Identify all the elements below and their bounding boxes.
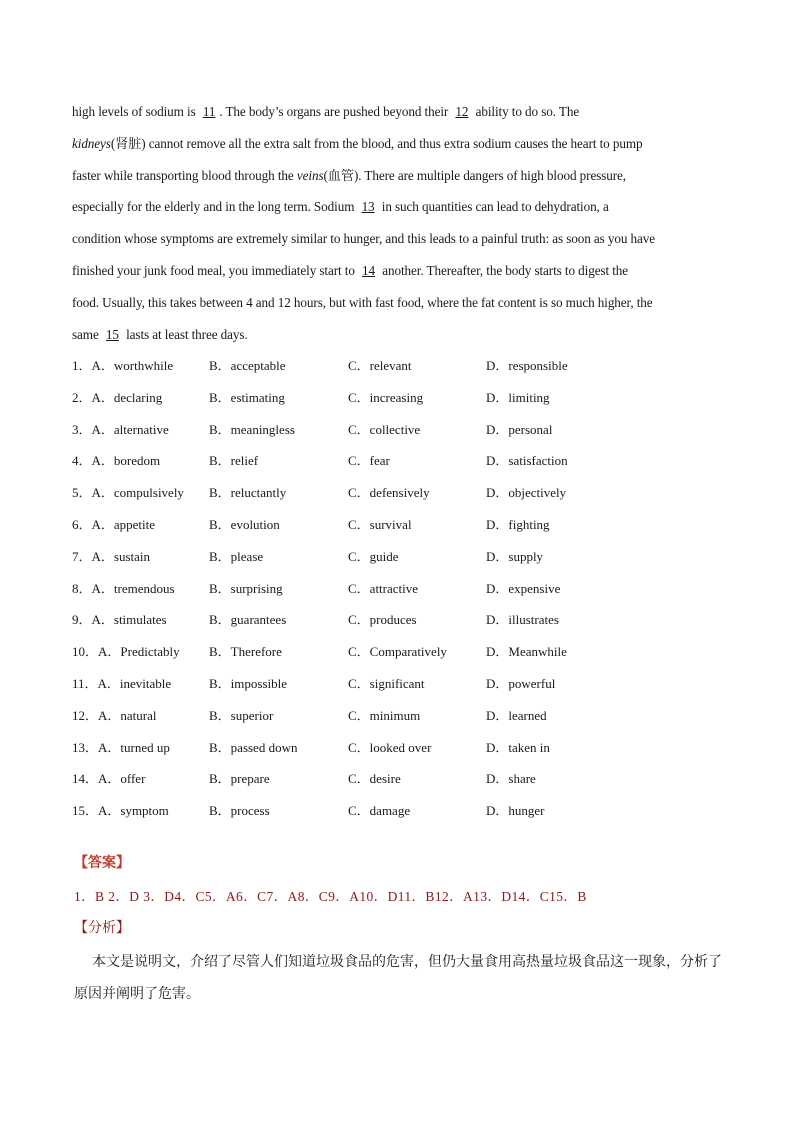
option-d: D．personal <box>486 421 553 437</box>
option-c: C．relevant <box>348 358 412 373</box>
option-b: B．impossible <box>209 675 288 691</box>
option-a: 2．A．declaring <box>72 389 163 405</box>
passage-line: finished your junk food meal, you immediately start to 14 another. Thereafter, the body starts to digest the <box>72 255 732 287</box>
passage-line: kidneys(肾脏) cannot remove all the extra salt from the blood, and thus extra sodium causes the heart to pump <box>72 135 643 151</box>
passage-line: same 15 lasts at least three days. <box>72 319 732 351</box>
option-c: C．collective <box>348 421 421 437</box>
option-a: 10．A．Predictably <box>72 644 180 660</box>
option-a: 8．A．tremendous <box>72 580 175 596</box>
option-a: 3．A．alternative <box>72 421 169 437</box>
question-row <box>72 700 732 732</box>
option-c: C．Comparatively <box>348 644 447 660</box>
option-b: B．passed down <box>209 739 298 755</box>
option-c: C．attractive <box>348 580 419 596</box>
option-d: D．expensive <box>486 580 561 596</box>
question-row <box>72 795 732 827</box>
question-row <box>72 668 732 700</box>
option-d: D．learned <box>486 707 547 723</box>
option-a: 9．A．stimulates <box>72 612 167 628</box>
option-b: B．meaningless <box>209 421 295 437</box>
blank-12: 12 <box>455 104 469 119</box>
passage-line: food. Usually, this takes between 4 and 12 hours, but with fast food, where the fat content is so much higher, the <box>72 294 653 310</box>
options-list <box>72 350 732 827</box>
option-d: D．powerful <box>486 675 556 691</box>
option-c: C．damage <box>348 803 411 819</box>
question-row <box>72 636 732 668</box>
option-b: B．guarantees <box>209 612 287 628</box>
option-d: D．share <box>486 771 536 787</box>
blank-13: 13 <box>361 199 375 215</box>
option-a: 15．A．symptom <box>72 803 169 819</box>
option-b: B．surprising <box>209 580 283 596</box>
analysis-text: 本文是说明文，介绍了尽管人们知道垃圾食品的危害，但仍大量食用高热量垃圾食品这一现象，分析了原因并阐明了危害。 <box>74 954 722 1002</box>
option-b: B．superior <box>209 707 274 723</box>
question-row <box>72 382 732 414</box>
question-row <box>72 509 732 541</box>
option-d: D．hunger <box>486 803 545 819</box>
option-d: D．limiting <box>486 389 550 405</box>
option-d: D．taken in <box>486 739 550 755</box>
passage-line: especially for the elderly and in the long term. Sodium 13 in such quantities can lead to dehydration, a <box>72 191 732 223</box>
option-b: B．please <box>209 548 264 564</box>
option-d: D．supply <box>486 548 544 564</box>
blank-14: 14 <box>362 262 376 278</box>
option-d: D．fighting <box>486 516 550 532</box>
question-row <box>72 604 732 636</box>
passage <box>72 96 732 350</box>
option-a: 7．A．sustain <box>72 548 151 564</box>
option-a: 1．A．worthwhile <box>72 358 174 373</box>
option-a: 11．A．inevitable <box>72 675 172 691</box>
option-a: 13．A．turned up <box>72 739 170 755</box>
question-row <box>72 541 732 573</box>
question-row <box>72 445 732 477</box>
option-d: D．Meanwhile <box>486 644 567 660</box>
option-c: C．increasing <box>348 389 424 405</box>
option-b: B．estimating <box>209 389 285 405</box>
answer-key: 1．B 2．D 3．D4．C5．A6．C7．A8．C9．A10．D11．B12．A13．D14．C15．B <box>74 889 587 904</box>
option-c: C．looked over <box>348 739 432 755</box>
option-a: 4．A．boredom <box>72 453 161 469</box>
question-row <box>72 477 732 509</box>
blank-11: 11 <box>202 104 216 119</box>
option-c: C．fear <box>348 453 390 469</box>
option-a: 14．A．offer <box>72 771 146 787</box>
analysis-heading: 【分析】 <box>74 920 130 936</box>
option-d: D．satisfaction <box>486 453 568 469</box>
option-b: B．relief <box>209 453 259 469</box>
option-a: 6．A．appetite <box>72 516 156 532</box>
option-c: C．defensively <box>348 485 430 501</box>
passage-line: condition whose symptoms are extremely similar to hunger, and this leads to a painful truth: as soon as you have <box>72 231 656 247</box>
option-b: B．process <box>209 803 270 819</box>
question-row <box>72 732 732 764</box>
option-b: B．reluctantly <box>209 485 287 501</box>
question-row <box>72 763 732 795</box>
option-d: D．objectively <box>486 485 567 501</box>
option-d: D．illustrates <box>486 612 559 628</box>
option-b: B．Therefore <box>209 644 282 660</box>
passage-line: high levels of sodium is 11 . The body’s organs are pushed beyond their 12 ability to do so. The <box>72 96 732 128</box>
question-row <box>72 414 732 446</box>
option-b: B．prepare <box>209 771 270 787</box>
passage-line: faster while transporting blood through the veins(血管). There are multiple dangers of high blood pressure, <box>72 167 626 183</box>
option-c: C．survival <box>348 516 412 532</box>
option-c: C．produces <box>348 612 417 628</box>
option-a: 12．A．natural <box>72 707 157 723</box>
answer-heading: 【答案】 <box>74 855 130 871</box>
option-c: C．guide <box>348 548 399 564</box>
blank-15: 15 <box>105 326 119 342</box>
option-d: D．responsible <box>486 358 568 373</box>
option-c: C．minimum <box>348 707 421 723</box>
option-a: 5．A．compulsively <box>72 485 184 501</box>
option-b: B．acceptable <box>209 358 286 373</box>
question-row <box>72 573 732 605</box>
option-c: C．significant <box>348 675 425 691</box>
option-b: B．evolution <box>209 516 280 532</box>
option-c: C．desire <box>348 771 401 787</box>
question-row <box>72 350 732 382</box>
